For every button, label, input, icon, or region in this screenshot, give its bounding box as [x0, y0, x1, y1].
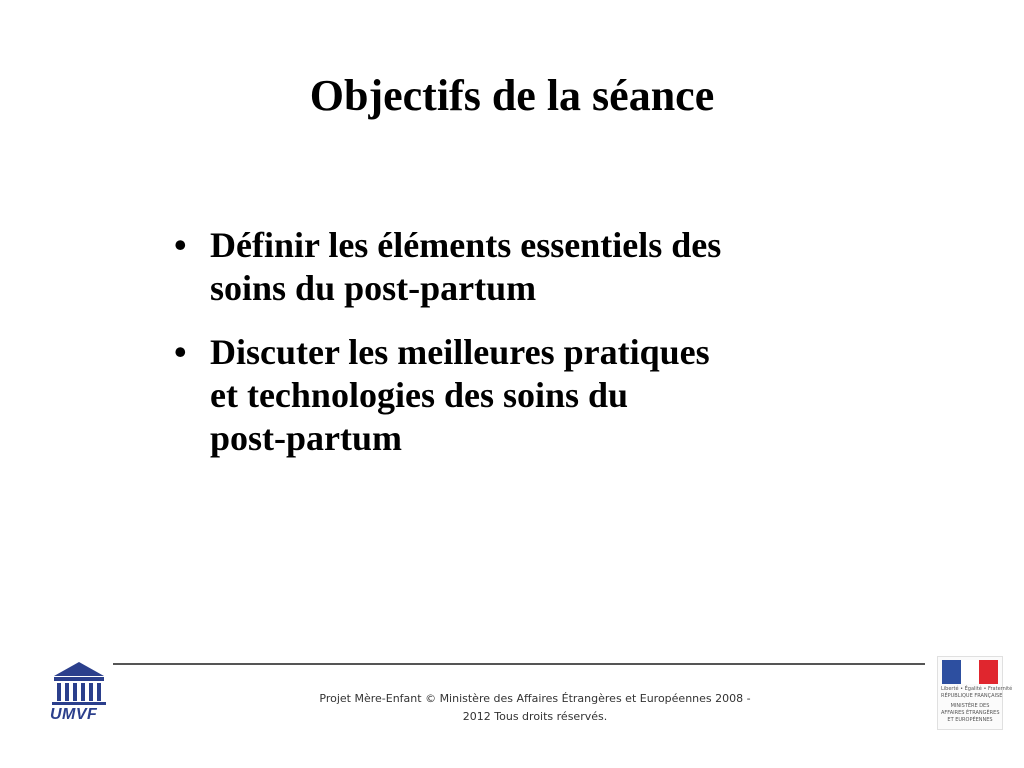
- ministry-logo: [937, 656, 1013, 730]
- ministry-logo-text: ET EUROPÉENNES: [947, 717, 993, 723]
- bullet-text-line: Discuter les meilleures pratiques: [210, 332, 710, 372]
- flag-blue-band: [942, 660, 961, 684]
- bullet-text-line: Définir les éléments essentiels des: [210, 225, 722, 265]
- bullet-item: [172, 224, 872, 310]
- copyright-line: 2012 Tous droits réservés.: [462, 710, 608, 723]
- ministry-logo-text: MINISTÈRE DES: [950, 703, 990, 709]
- ministry-logo-text: RÉPUBLIQUE FRANÇAISE: [941, 693, 1003, 699]
- slide-title: Objectifs de la séance: [309, 71, 715, 120]
- bullet-icon: •: [174, 332, 187, 372]
- umvf-logo-text: UMVF: [50, 706, 98, 723]
- bullet-icon: •: [174, 225, 187, 265]
- footer-divider: [113, 663, 925, 665]
- bullet-list: [172, 224, 872, 481]
- bullet-text-line: post-partum: [210, 418, 403, 458]
- flag-white-band: [961, 660, 980, 684]
- bullet-item: [172, 331, 872, 460]
- copyright-notice: [280, 690, 790, 726]
- bullet-text-line: soins du post-partum: [210, 268, 537, 308]
- ministry-logo-text: AFFAIRES ÉTRANGÈRES: [941, 710, 1000, 716]
- ministry-logo-text: Liberté • Égalité • Fraternité: [941, 686, 1013, 692]
- bullet-text-line: et technologies des soins du: [210, 375, 629, 415]
- french-flag-icon: [942, 660, 998, 684]
- copyright-line: Projet Mère-Enfant © Ministère des Affaires Étrangères et Européennes 2008 -: [319, 692, 751, 705]
- flag-red-band: [979, 660, 998, 684]
